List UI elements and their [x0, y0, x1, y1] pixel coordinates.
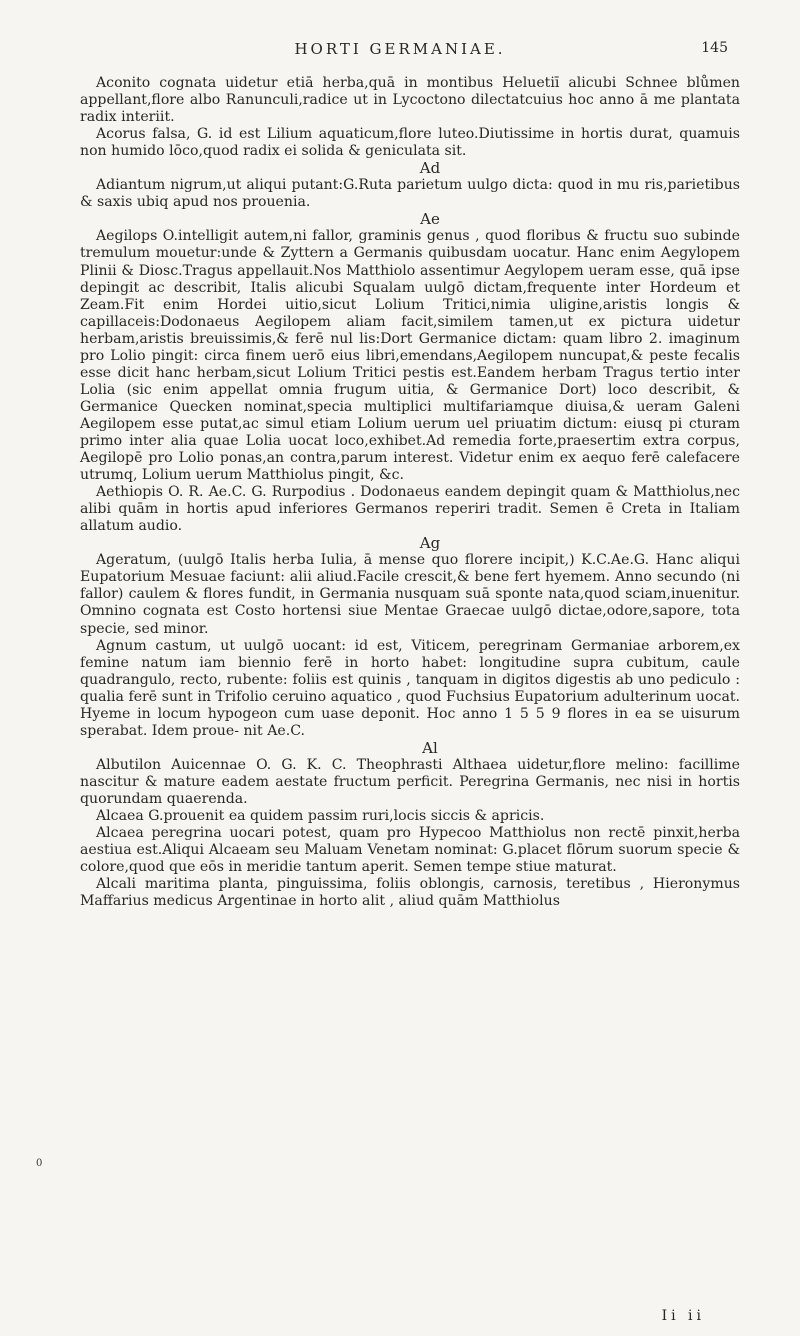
running-head: HORTI GERMANIAE.	[294, 40, 506, 58]
paragraph: Acorus falsa, G. id est Lilium aquaticum,flore luteo.Diutissime in hortis durat, quamuis non humido lōco,quod radix ei solida & geniculata sit.	[80, 126, 740, 160]
page-header	[0, 40, 800, 64]
section-heading: Ad	[419, 159, 441, 178]
body-text	[80, 75, 740, 910]
section-heading: Ae	[420, 210, 440, 229]
paragraph: Aegilops O.intelligit autem,ni fallor, graminis genus , quod floribus & fructu suo subinde tremulum mouetur:unde & Zyttern a Germanis quibusdam uocatur. Hanc enim Aegylopem Plinii & Diosc.Tragus appellauit.Nos Matthiolo assentimur Aegylopem ueram esse, quā ipse depingit ac describit, Italis alicubi Squalam uulgō dictam,frequente inter Hordeum et Zeam.Fit enim Hordei uitio,sicut Lolium Tritici,nimia uligine,aristis longis & capillaceis:Dodonaeus Aegilopem aliam facit,similem tamen,ut ex pictura uidetur herbam,aristis breuissimis,& ferē nul lis:Dort Germanice dictam: quam libro 2. imaginum pro Lolio pingit: circa finem uerō eius libri,emendans,Aegilopem nuncupat,& peste fecalis esse dicit hanc herbam,sicut Lolium Tritici pestis est.Eandem herbam Tragus tertio inter Lolia (sic enim appellat omnia frugum uitia, & Germanice Dort) loco describit, & Germanice Quecken nominat,specia multiplici multifariamque diuisa,& ueram Galeni Aegilopem esse putat,ac simul etiam Lolium uerum uel priuatim dictum: eiusq pi cturam primo inter alia quae Lolia uocat loco,exhibet.Ad remedia forte,praesertim extra corpus, Aegilopē pro Lolio ponas,an contra,parum interest. Videtur enim ex aequo ferē calefacere utrumq, Lolium uerum Matthiolus pingit, &c.	[80, 228, 740, 484]
paragraph: Aethiopis O. R. Ae.C. G. Rurpodius . Dodonaeus eandem depingit quam & Matthiolus,nec alibi quām in hortis apud inferiores Germanos reperiri tradit. Semen ē Creta in Italiam allatum audio.	[80, 484, 740, 535]
page-number: 145	[701, 40, 728, 56]
margin-mark: 0	[36, 1158, 43, 1169]
section-heading: Ag	[419, 534, 441, 553]
paragraph: Agnum castum, ut uulgō uocant: id est, Viticem, peregrinam Germaniae arborem,ex femine natum iam biennio ferē in horto habet: longitudine supra cubitum, caule quadrangulo, recto, rubente: foliis est quinis , tanquam in digitos digestis ab uno pediculo : qualia ferē sunt in Trifolio ceruino aquatico , quod Fuchsius Eupatorium adulterinum uocat. Hyeme in locum hypogeon cum uase deponit. Hoc anno 1 5 5 9 flores in ea se uisurum sperabat. Idem proue- nit Ae.C.	[80, 637, 740, 739]
paragraph: Ageratum, (uulgō Italis herba Iulia, ā mense quo florere incipit,) K.C.Ae.G. Hanc aliqui Eupatorium Mesuae faciunt: alii aliud.Facile crescit,& bene fert hyemem. Anno secundo (ni fallor) caulem & flores fundit, in Germania nusquam suā sponte nata,quod sciam,inuenitur. Omnino cognata est Costo hortensi siue Mentae Graecae uulgō dictae,odore,sapore, tota specie, sed minor.	[80, 552, 740, 637]
paragraph: Albutilon Auicennae O. G. K. C. Theophrasti Althaea uidetur,flore melino: facillime nascitur & mature eadem aestate fructum perficit. Peregrina Germanis, nec nisi in hortis quorundam quaerenda.	[80, 756, 740, 807]
paragraph: Alcali maritima planta, pinguissima, foliis oblongis, carnosis, teretibus , Hieronymus Maffarius medicus Argentinae in horto alit , aliud quām Matthiolus	[80, 876, 740, 910]
paragraph: Aconito cognata uidetur etiā herba,quā in montibus Heluetiī alicubi Schnee blůmen appellant,flore albo Ranunculi,radice ut in Lycoctono dilectatcuius hoc anno ā me plantata radix interiit.	[80, 75, 740, 126]
signature-mark: Ii ii	[661, 1308, 705, 1324]
paragraph: Adiantum nigrum,ut aliqui putant:G.Ruta parietum uulgo dicta: quod in mu ris,parietibus & saxis ubiq apud nos prouenia.	[80, 177, 740, 211]
section-heading: Al	[422, 738, 438, 757]
paragraph: Alcaea peregrina uocari potest, quam pro Hypecoo Matthiolus non rectē pinxit,herba aestiua est.Aliqui Alcaeam seu Maluam Venetam nominat: G.placet flōrum suorum specie & colore,quod que eōs in meridie tantum aperit. Semen tempe stiue maturat.	[80, 825, 740, 876]
paragraph: Alcaea G.prouenit ea quidem passim ruri,locis siccis & apricis.	[96, 808, 545, 825]
